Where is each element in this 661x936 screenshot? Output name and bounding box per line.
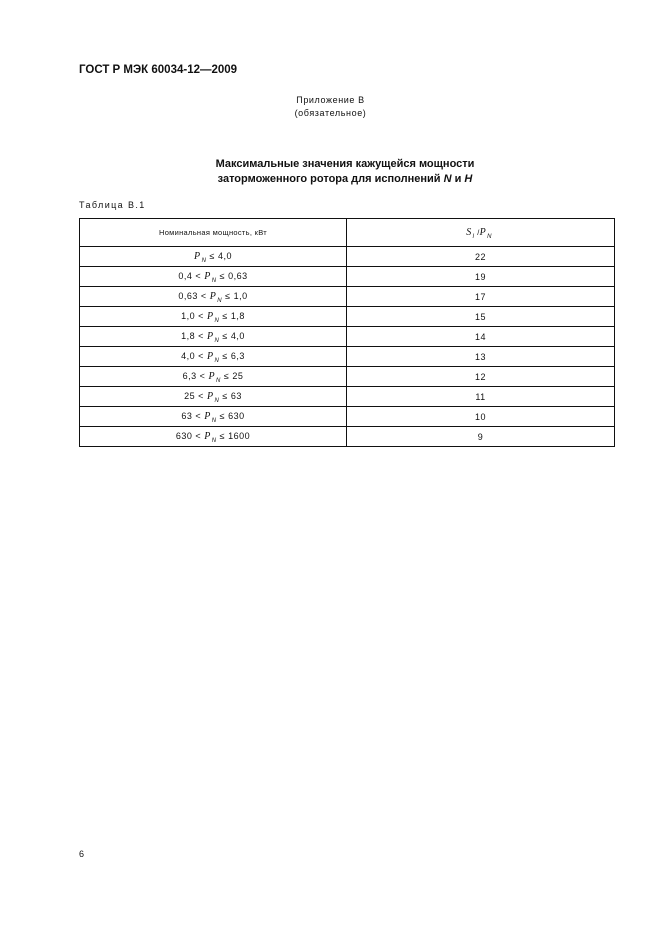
ratio-denominator-sub: N bbox=[487, 234, 492, 240]
range-upper: ≤ 6,3 bbox=[222, 351, 245, 361]
ratio-value: 15 bbox=[347, 307, 615, 327]
design-h: H bbox=[464, 173, 473, 185]
rated-power-range bbox=[80, 287, 347, 307]
power-variable-sub: N bbox=[211, 438, 217, 444]
section-heading bbox=[0, 157, 661, 187]
ratio-denominator: P bbox=[479, 227, 487, 238]
power-variable: P bbox=[194, 251, 201, 262]
ratio-value: 17 bbox=[347, 287, 615, 307]
appendix-status: (обязательное) bbox=[294, 108, 367, 118]
range-lower: 630 < bbox=[175, 431, 202, 441]
rated-power-range bbox=[80, 427, 347, 447]
range-lower: 0,63 < bbox=[178, 291, 207, 301]
page-number: 6 bbox=[79, 849, 85, 859]
power-variable-sub: N bbox=[216, 378, 221, 384]
range-upper: ≤ 1,0 bbox=[225, 291, 248, 301]
rated-power-range bbox=[80, 367, 347, 387]
table-row bbox=[80, 427, 615, 447]
power-variable: P bbox=[206, 331, 214, 342]
ratio-value: 13 bbox=[347, 347, 615, 367]
power-variable: P bbox=[204, 431, 211, 442]
table-row bbox=[80, 387, 615, 407]
power-variable: P bbox=[209, 291, 217, 302]
power-variable-sub: N bbox=[211, 278, 217, 284]
range-upper: ≤ 630 bbox=[219, 411, 245, 421]
power-variable-sub: N bbox=[201, 258, 207, 264]
range-upper: ≤ 1600 bbox=[219, 431, 251, 441]
heading-line-2-text: заторможенного ротора для исполнений bbox=[217, 173, 441, 185]
table-row bbox=[80, 307, 615, 327]
power-variable-sub: N bbox=[217, 298, 223, 304]
rated-power-range bbox=[80, 347, 347, 367]
table-row bbox=[80, 347, 615, 367]
power-variable-sub: N bbox=[211, 418, 217, 424]
ratio-numerator: S bbox=[466, 227, 472, 238]
ratio-value: 19 bbox=[347, 267, 615, 287]
table-header-row bbox=[80, 219, 615, 247]
power-variable: P bbox=[204, 411, 211, 422]
appendix-title: Приложение В bbox=[296, 95, 365, 105]
ratio-value: 14 bbox=[347, 327, 615, 347]
range-lower: 1,0 < bbox=[181, 311, 204, 321]
rated-power-range bbox=[80, 327, 347, 347]
power-variable: P bbox=[208, 371, 216, 382]
ratio-slash: / bbox=[477, 228, 480, 237]
ratio-value: 11 bbox=[347, 387, 615, 407]
ratio-value: 12 bbox=[347, 367, 615, 387]
range-upper: ≤ 63 bbox=[222, 391, 242, 401]
range-lower: 6,3 < bbox=[182, 371, 206, 381]
table-row bbox=[80, 327, 615, 347]
power-variable: P bbox=[206, 311, 214, 322]
rated-power-range bbox=[80, 407, 347, 427]
range-lower: 4,0 < bbox=[181, 351, 204, 361]
table-row bbox=[80, 407, 615, 427]
range-upper: ≤ 1,8 bbox=[222, 311, 245, 321]
table-caption: Таблица В.1 bbox=[79, 200, 146, 210]
range-upper: ≤ 0,63 bbox=[219, 271, 248, 281]
table-row bbox=[80, 367, 615, 387]
heading-line-1: Максимальные значения кажущейся мощности bbox=[215, 158, 475, 170]
range-upper: ≤ 4,0 bbox=[222, 331, 245, 341]
power-ratio-table bbox=[79, 218, 615, 447]
power-variable-sub: N bbox=[214, 338, 220, 344]
heading-conjunction: и bbox=[454, 173, 462, 185]
table-row bbox=[80, 267, 615, 287]
power-variable-sub: N bbox=[214, 398, 220, 404]
rated-power-range bbox=[80, 267, 347, 287]
header-ratio bbox=[347, 219, 615, 247]
power-variable-sub: N bbox=[214, 318, 220, 324]
range-lower: 1,8 < bbox=[181, 331, 204, 341]
range-lower: 25 < bbox=[184, 391, 204, 401]
range-upper: ≤ 4,0 bbox=[209, 251, 232, 261]
ratio-value: 22 bbox=[347, 247, 615, 267]
rated-power-range bbox=[80, 387, 347, 407]
table-row bbox=[80, 287, 615, 307]
range-lower: 0,4 < bbox=[178, 271, 202, 281]
table-row bbox=[80, 247, 615, 267]
heading-line-2 bbox=[0, 172, 661, 187]
ratio-numerator-sub: l bbox=[472, 234, 475, 240]
range-upper: ≤ 25 bbox=[223, 371, 244, 381]
power-variable: P bbox=[204, 271, 211, 282]
power-variable-sub: N bbox=[214, 358, 220, 364]
range-lower: 63 < bbox=[181, 411, 202, 421]
standard-designation: ГОСТ Р МЭК 60034-12—2009 bbox=[79, 64, 238, 76]
power-variable: P bbox=[206, 351, 214, 362]
rated-power-range bbox=[80, 307, 347, 327]
rated-power-range bbox=[80, 247, 347, 267]
ratio-value: 9 bbox=[347, 427, 615, 447]
design-n: N bbox=[443, 173, 452, 185]
power-variable: P bbox=[206, 391, 214, 402]
ratio-value: 10 bbox=[347, 407, 615, 427]
header-rated-power: Номинальная мощность, кВт bbox=[80, 219, 347, 247]
